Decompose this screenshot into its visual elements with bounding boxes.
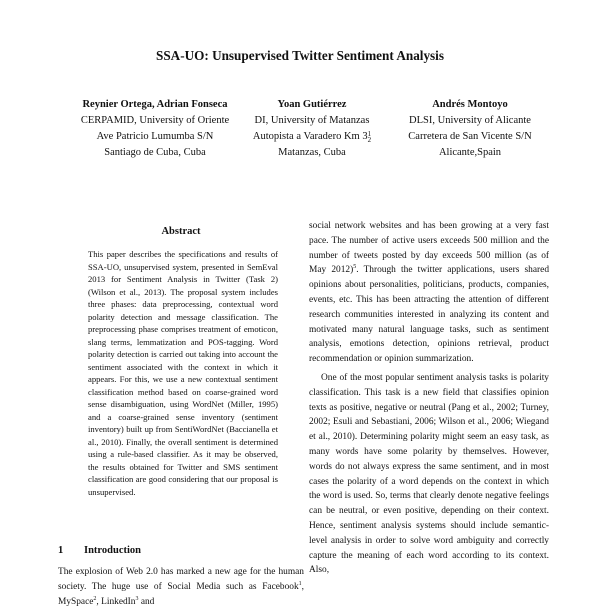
author-address: Ave Patricio Lumumba S/N [96,131,214,142]
author-name: Andrés Montoyo [432,99,508,110]
footnote-marker: 3 [135,595,139,602]
section-number: 1 [58,545,64,556]
author-address: Carretera de San Vicente S/N [408,131,532,142]
paper-title: SSA-UO: Unsupervised Twitter Sentiment Analysis [156,48,444,63]
abstract-heading: Abstract [161,226,201,237]
author-affiliation: DI, University of Matanzas [254,115,370,126]
right-column [309,219,549,578]
author-affiliation: DLSI, University of Alicante [409,115,531,126]
introduction-text: The explosion of Web 2.0 has marked a new age for the human society. The huge use of Social Media such as Facebook$^1$, MySpace$^2$, LinkedIn$^3$ and [58,567,304,607]
author-city: Santiago de Cuba, Cuba [104,147,206,158]
paragraph: One of the most popular sentiment analysis tasks is polarity classification. This task is a new field that classifies opinion texts as positive, negative or neutral (Pang et al., 2002; Turney, 2002; Esuli and Sebastiani, 2006; Wilson et al., 2006; Wiegand et al., 2010). Determining polarity might seem an easy task, as many words have some polarity by themselves. However, words do not always express the same sentiment, and in most cases the polarity of a word depends on the context in which the word is used. So, terms that clearly denote negative feelings can be neutral, or even positive, depending on their context. Hence, sentiment analysis systems should include semantic-level analysis in order to solve word ambiguity and correctly capture the meaning of each word according to its context. Also, [309,372,549,576]
author-affiliation: CERPAMID, University of Oriente [80,115,230,126]
author-address: Autopista a Varadero Km 3 1 2 [252,129,372,144]
author-block-3 [385,97,555,161]
footnote-marker: 5 [353,264,357,271]
footnote-marker: 1 [298,580,302,587]
author-name: Yoan Gutiérrez [277,99,347,110]
abstract-text: This paper describes the specifications and results of SSA-UO, unsupervised system, presented in SemEval 2013 for Sentiment Analysis in Twitter (Task 2) (Wilson et al., 2013). The proposal system includes three phases: data preprocessing, contextual word polarity detection and message classification. The preprocessing phase comprises treatment of emoticon, slang terms, lemmatization and POS-tagging. Word polarity detection is carried out taking into account the sentiment associated with the context in which it appears. For this, we use a new contextual sentiment classification method based on coarse-grained word sense disambiguation, using WordNet (Miller, 1995) and a coarse-grained sense inventory (sentiment inventory) built up from SentiWordNet (Baccianella et al., 2010). Finally, the overall sentiment is determined using a rule-based classifier. As it may be observed, the results obtained for Twitter and SMS sentiment classification are good considering that our proposal is unsupervised. [88,249,278,497]
author-block-2 [232,97,392,161]
author-block-1 [60,97,250,161]
author-name: Reynier Ortega, Adrian Fonseca [82,99,228,110]
km-fraction: 1 2 [367,129,372,144]
section-title: Introduction [84,545,141,556]
footnote-marker: 2 [93,595,97,602]
author-city: Matanzas, Cuba [278,147,346,158]
author-city: Alicante,Spain [438,147,502,158]
paragraph: social network websites and has been growing at a very fast pace. The number of active users exceeds 500 million and the number of tweets posted by day exceeds 500 million (as of May 2012)$^5$. Through the twitter applications, users shared opinions about personalities, politicians, products, companies, events, etc. This has been attracting the attention of different research communities interested in analyzing its content and motivated many natural language tasks, such as sentiment analysis, emotions detection, opinions retrieval, product recommendation or opinion summarization. [309,221,550,365]
section-heading [58,545,141,556]
